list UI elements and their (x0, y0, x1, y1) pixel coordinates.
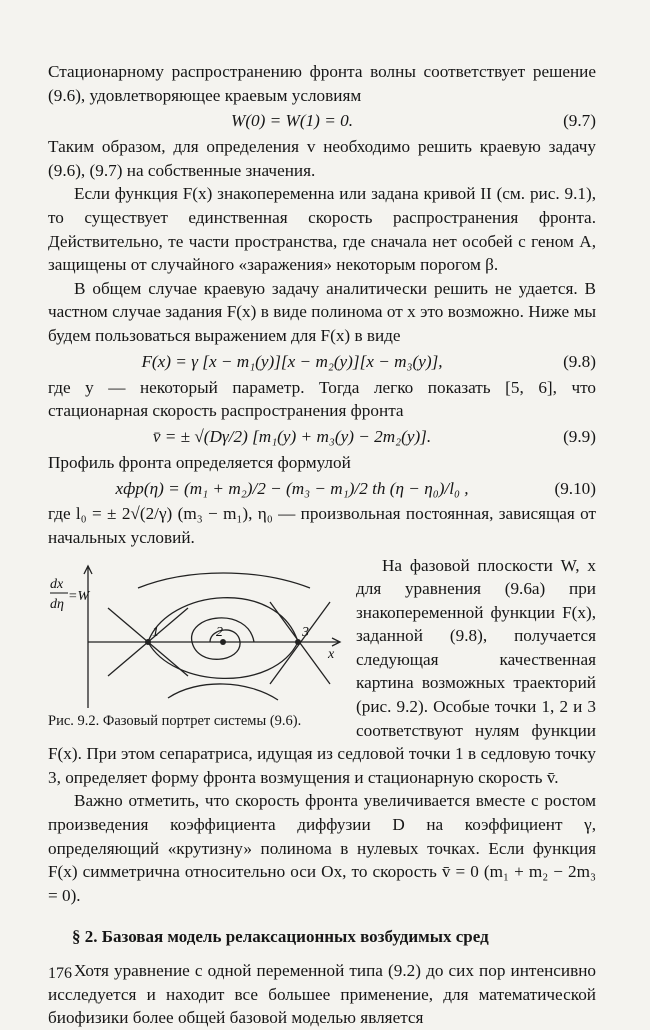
paragraph-8a: На фазовой плоскости W, x для уравнения (9.6а) при знакопеременной функции F(x), заданной (9.8), получается следующая качественная картина возможных траекторий (рис. 9.2). Особые точки 1, 2 и 3 соответствуют нулям функции F(x). При этом сепаратриса, идущая из седловой точки 1 в седловую точку 3, определяет форму фронта возмущения и стационарную скорость v̄. (48, 555, 596, 787)
paragraph-2: Таким образом, для определения v необходимо решить краевую задачу (9.6), (9.7) на собственные значения. (48, 137, 596, 180)
phase-portrait (48, 558, 348, 708)
trajectory-top (138, 573, 310, 588)
trajectory-bottom (168, 683, 278, 699)
paragraph-6: Профиль фронта определяется формулой (48, 452, 351, 472)
ylabel-bottom: dη (50, 596, 64, 612)
equation-9-7-number: (9.7) (563, 111, 596, 131)
page-number: 176 (48, 965, 72, 982)
paragraph-8b: Важно отметить, что скорость фронта увеличивается вместе с ростом произведения коэффициента диффузии D на коэффициент γ, определяющий «крутизну» полинома в нулевых точках. Если функция F(x) симметрична относительно оси Ox, то скорость v̄ = 0 (m₁ + m₂ − 2m₃ = 0). (48, 791, 596, 905)
label-point-3: 3 (302, 624, 309, 640)
section-heading: § 2. Базовая модель релаксационных возбудимых сред (72, 927, 489, 947)
page-body (48, 60, 596, 1030)
paragraph-4: В общем случае краевую задачу аналитически решить не удается. В частном случае задания F(x) в виде полинома от x это возможно. Ниже мы будем пользоваться выражением для F(x) в виде (48, 278, 596, 345)
separatrix-upper (148, 597, 298, 641)
figure-caption: Рис. 9.2. Фазовый портрет системы (9.6). (48, 712, 302, 729)
xlabel: x (328, 646, 335, 662)
paragraph-3: Если функция F(x) знакопеременна или задана кривой II (см. рис. 9.1), то существует единственная скорость распространения фронта. Действительно, те части пространства, где сначала нет особей с геном A, защищены от случайного «заражения» некоторым порогом β. (48, 184, 596, 275)
label-point-2: 2 (216, 624, 223, 640)
label-point-1: 1 (152, 624, 159, 640)
equation-9-8-body: F(x) = γ [x − m₁(y)][x − m₂(y)][x − m₃(y)], (141, 351, 443, 371)
paragraph-1: Стационарному распространению фронта волны соответствует решение (9.6), удовлетворяющее краевым условиям (48, 62, 596, 105)
singular-point-3 (295, 639, 301, 645)
paragraph-5: где y — некоторый параметр. Тогда легко показать [5, 6], что стационарная скорость распространения фронта (48, 377, 596, 421)
singular-point-1 (145, 639, 151, 645)
figure-9-2 (48, 558, 348, 734)
equation-9-10 (48, 474, 596, 502)
paragraph-7: где l₀ = ± 2√(2/γ) (m₃ − m₁), η₀ — произвольная постоянная, зависящая от начальных условий. (48, 504, 596, 547)
equation-9-10-number: (9.10) (554, 478, 596, 498)
equation-9-8-number: (9.8) (563, 351, 596, 371)
equation-9-10-body: xфр(η) = (m₁ + m₂)/2 − (m₃ − m₁)/2 th (η − η₀)/l₀ , (115, 478, 469, 498)
ylabel-top: dx (50, 576, 64, 592)
separatrix-lower (148, 642, 298, 678)
equation-9-8 (48, 348, 596, 376)
equation-9-7 (48, 107, 596, 135)
equation-9-7-body: W(0) = W(1) = 0. (231, 111, 353, 131)
equation-9-9 (48, 423, 596, 451)
paragraph-9: Хотя уравнение с одной переменной типа (9.2) до сих пор интенсивно исследуется и находит все большее применение, для математической биофизики более общей базовой моделью является (48, 961, 596, 1028)
equation-9-9-body: v̄ = ± √(Dγ/2) [m₁(y) + m₃(y) − 2m₂(y)]. (152, 426, 432, 446)
equation-9-9-number: (9.9) (563, 426, 596, 446)
ylabel-eq: =W (68, 588, 90, 604)
